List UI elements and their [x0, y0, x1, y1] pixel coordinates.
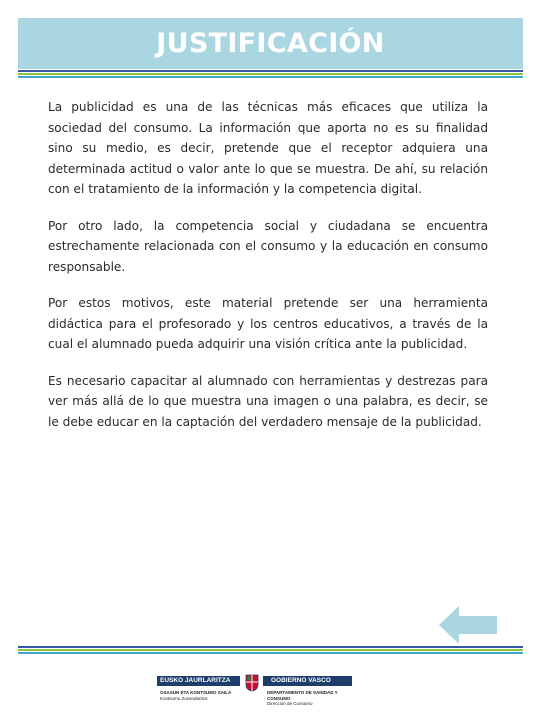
department-left-sub: Kontsumo Zuzendaritza [160, 695, 208, 701]
paragraph-1: La publicidad es una de las técnicas más eficaces que utiliza la sociedad del consumo. La información que aporta no es su finalidad sino su medio, es decir, pretende que el receptor adquiera una determinada actitud o valor ante lo que se muestra. De ahí, su relación con el tratamiento de la información y la competencia digital. [48, 100, 488, 196]
stripe-green [18, 649, 523, 651]
logo-gobierno-vasco: GOBIERNO VASCO [263, 676, 352, 686]
page-title: JUSTIFICACIÓN [156, 28, 385, 59]
paragraph-3: Por estos motivos, este material pretende ser una herramienta didáctica para el profesorado y los centros educativos, a través de la cual el alumnado pueda adquirir una visión crítica ante la publicidad. [48, 296, 488, 351]
stripe-teal [18, 76, 523, 78]
logo-basque-government: EUSKO JAURLARITZA [157, 676, 240, 686]
footer-logos [157, 674, 352, 708]
department-left-name: OSASUN ETA KONTSUMO SAILA [160, 690, 232, 695]
department-right-name: DEPARTAMENTO DE SANIDAD Y CONSUMO [267, 690, 338, 701]
back-button[interactable] [439, 606, 497, 644]
bottom-stripes [18, 646, 523, 655]
top-stripes [18, 70, 523, 79]
stripe-blue [18, 70, 523, 72]
header-banner [18, 18, 523, 69]
department-right [267, 690, 347, 707]
stripe-blue [18, 646, 523, 648]
coat-of-arms-icon [245, 674, 259, 692]
paragraph-2: Por otro lado, la competencia social y ciudadana se encuentra estrechamente relacionada con el consumo y la educación en consumo responsable. [48, 218, 488, 274]
body-text [48, 97, 488, 448]
stripe-green [18, 73, 523, 75]
department-right-sub: Dirección de Consumo [267, 701, 313, 706]
stripe-teal [18, 652, 523, 654]
left-arrow-icon [439, 606, 497, 644]
department-left [160, 690, 240, 701]
paragraph-4: Es necesario capacitar al alumnado con herramientas y destrezas para ver más allá de lo que muestra una imagen o una palabra, es decir, se le debe educar en la captación del verdadero mensaje de la publicidad. [48, 373, 488, 429]
